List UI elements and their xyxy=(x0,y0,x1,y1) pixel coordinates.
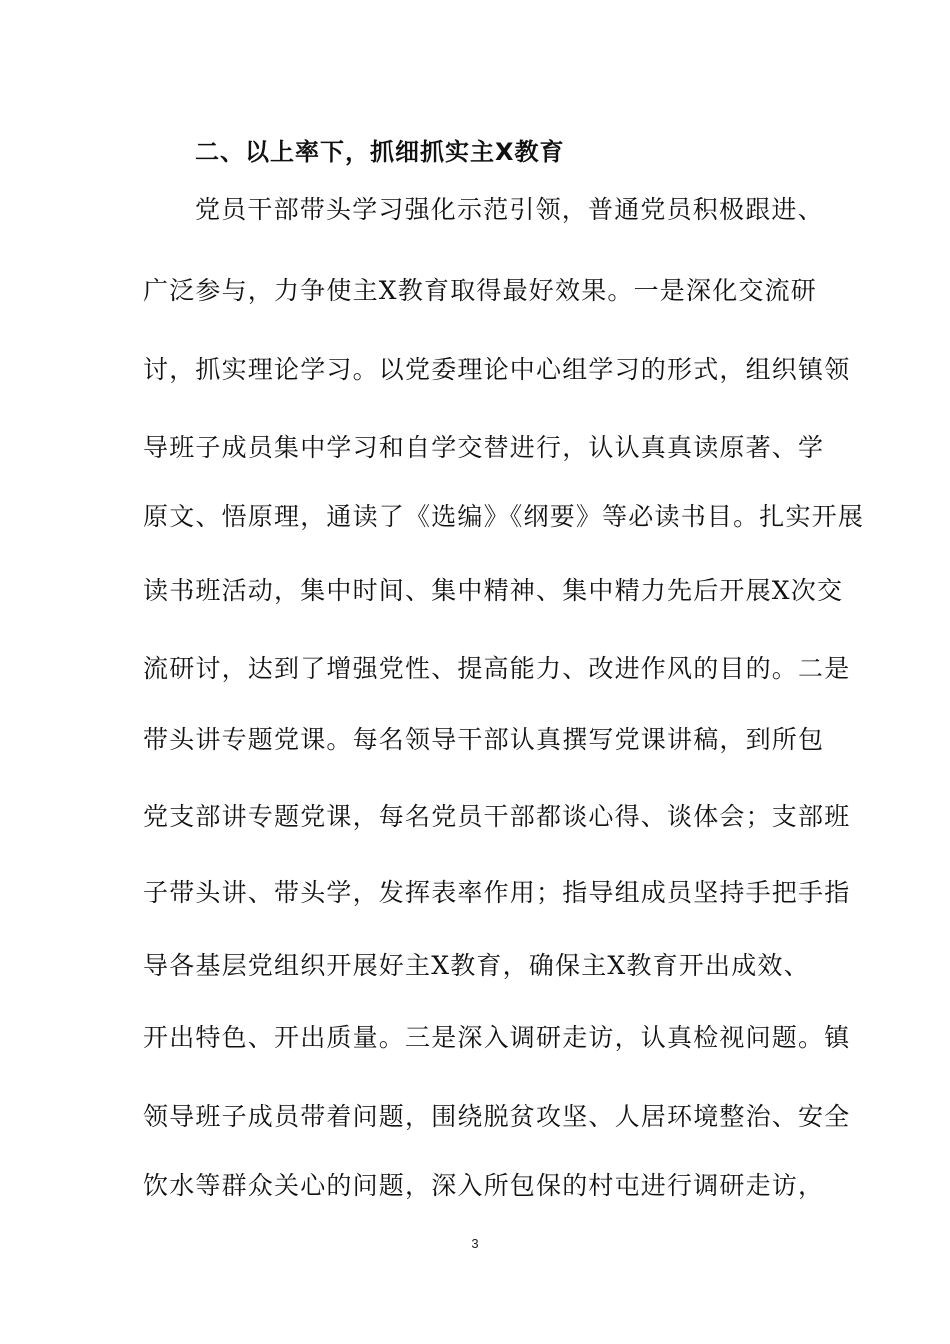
paragraph-line: 领导班子成员带着问题，围绕脱贫攻坚、人居环境整治、安全 xyxy=(143,1102,851,1131)
paragraph-line: 流研讨，达到了增强党性、提高能力、改进作风的目的。二是 xyxy=(143,654,851,683)
paragraph-line: 原文、悟原理，通读了《选编》《纲要》等必读书目。扎实开展 xyxy=(143,502,865,531)
paragraph-line: 读书班活动，集中时间、集中精神、集中精力先后开展X次交 xyxy=(143,576,844,605)
paragraph-line: 导各基层党组织开展好主X教育，确保主X教育开出成效、 xyxy=(143,951,810,980)
paragraph-line: 导班子成员集中学习和自学交替进行，认认真真读原著、学 xyxy=(143,433,825,462)
paragraph-line: 饮水等群众关心的问题，深入所包保的村屯进行调研走访， xyxy=(143,1171,825,1200)
page-number: 3 xyxy=(471,1236,479,1251)
paragraph-line: 讨，抓实理论学习。以党委理论中心组学习的形式，组织镇领 xyxy=(143,355,851,384)
section-heading: 二、以上率下，抓细抓实主X教育 xyxy=(195,138,565,166)
paragraph-line: 开出特色、开出质量。三是深入调研走访，认真检视问题。镇 xyxy=(143,1023,851,1052)
paragraph-line: 带头讲专题党课。每名领导干部认真撰写党课讲稿，到所包 xyxy=(143,725,825,754)
paragraph-line: 党员干部带头学习强化示范引领，普通党员积极跟进、 xyxy=(195,195,824,224)
paragraph-line: 子带头讲、带头学，发挥表率作用；指导组成员坚持手把手指 xyxy=(143,878,851,907)
paragraph-line: 党支部讲专题党课，每名党员干部都谈心得、谈体会；支部班 xyxy=(143,802,851,831)
paragraph-line: 广泛参与，力争使主X教育取得最好效果。一是深化交流研 xyxy=(143,276,818,305)
